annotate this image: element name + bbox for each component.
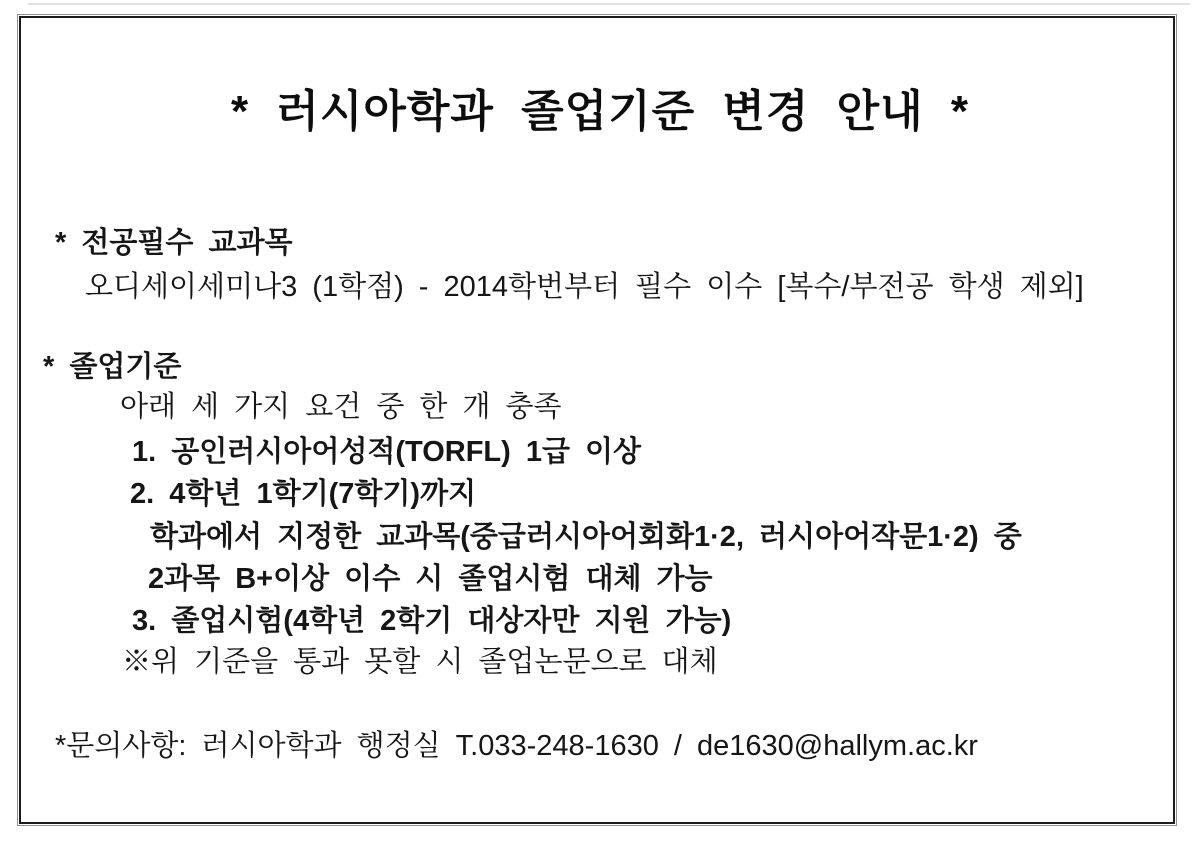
section-heading-graduation-criteria: * 졸업기준 bbox=[43, 351, 182, 383]
criteria-item-1: 1. 공인러시아어성적(TORFL) 1급 이상 bbox=[132, 436, 642, 468]
criteria-item-2-line-3: 2과목 B+이상 이수 시 졸업시험 대체 가능 bbox=[148, 563, 713, 595]
criteria-item-2-line-2: 학과에서 지정한 교과목(중급러시아어회화1·2, 러시아어작문1·2) 중 bbox=[150, 521, 1022, 553]
section-heading-required-course: * 전공필수 교과목 bbox=[55, 227, 293, 259]
required-course-detail: 오디세이세미나3 (1학점) - 2014학번부터 필수 이수 [복수/부전공 학생 제외] bbox=[85, 271, 1084, 303]
graduation-criteria-intro: 아래 세 가지 요건 중 한 개 충족 bbox=[120, 391, 562, 423]
criteria-fallback-note: ※위 기준을 통과 못할 시 졸업논문으로 대체 bbox=[122, 646, 718, 678]
page-title: * 러시아학과 졸업기준 변경 안내 * bbox=[231, 87, 969, 136]
criteria-item-3: 3. 졸업시험(4학년 2학기 대상자만 지원 가능) bbox=[132, 605, 732, 637]
scan-artifact-line bbox=[28, 3, 1190, 5]
criteria-item-2-line-1: 2. 4학년 1학기(7학기)까지 bbox=[130, 478, 477, 510]
contact-info: *문의사항: 러시아학과 행정실 T.033-248-1630 / de1630@hallym.ac.kr bbox=[55, 730, 978, 762]
